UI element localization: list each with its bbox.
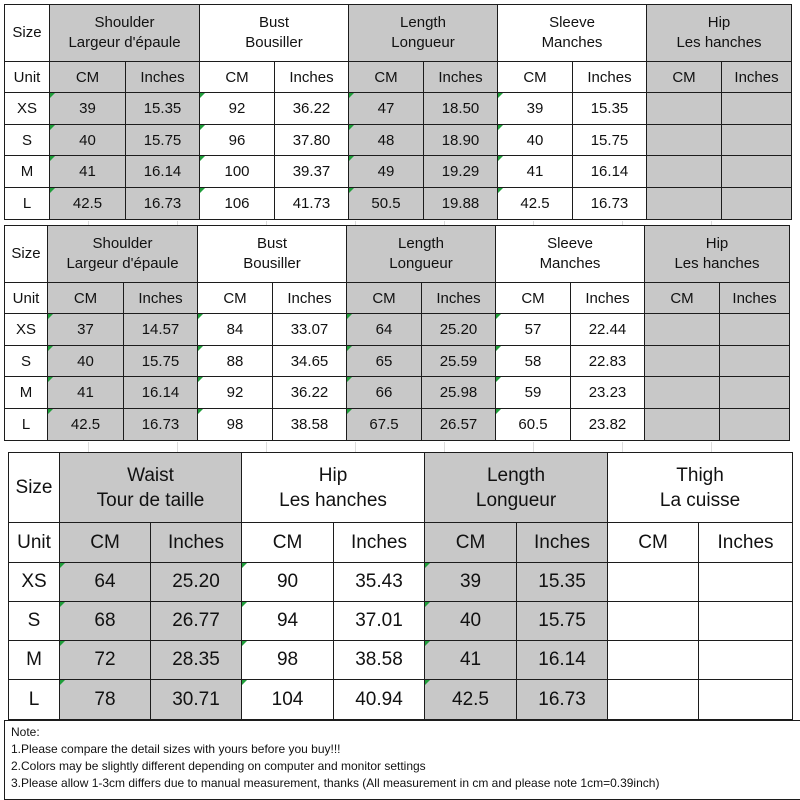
- value-cell: 41.73: [275, 188, 349, 220]
- unit-cell: CM: [50, 62, 126, 93]
- size-label: L: [5, 188, 50, 220]
- size-header: Size: [5, 5, 50, 62]
- value-cell: 42.5: [498, 188, 573, 220]
- value-cell: 40: [50, 125, 126, 156]
- table-row: [5, 409, 790, 441]
- value-cell: 58: [496, 346, 571, 377]
- column-group-header: Hip Les hanches: [647, 5, 792, 62]
- unit-cell: Inches: [722, 62, 792, 93]
- value-cell: 36.22: [275, 93, 349, 125]
- value-cell: [645, 377, 720, 409]
- size-table-3: [8, 452, 793, 720]
- value-cell: 94: [242, 602, 334, 641]
- size-label: S: [5, 346, 48, 377]
- value-cell: 19.29: [424, 156, 498, 188]
- value-cell: [720, 346, 790, 377]
- size-label: M: [5, 156, 50, 188]
- size-label: XS: [5, 314, 48, 346]
- value-cell: 16.14: [573, 156, 647, 188]
- value-cell: 41: [50, 156, 126, 188]
- unit-cell: CM: [242, 523, 334, 563]
- unit-cell: Inches: [571, 283, 645, 314]
- column-group-header: Hip Les hanches: [645, 226, 790, 283]
- column-group-header: Waist Tour de taille: [60, 453, 242, 523]
- value-cell: 37.01: [334, 602, 425, 641]
- unit-cell: Inches: [422, 283, 496, 314]
- value-cell: [720, 409, 790, 441]
- value-cell: 23.23: [571, 377, 645, 409]
- unit-cell: Inches: [517, 523, 608, 563]
- column-group-header: Shoulder Largeur d'épaule: [50, 5, 200, 62]
- value-cell: 42.5: [48, 409, 124, 441]
- table-row: [9, 602, 793, 641]
- value-cell: 100: [200, 156, 275, 188]
- value-cell: 96: [200, 125, 275, 156]
- size-label: S: [9, 602, 60, 641]
- value-cell: 26.57: [422, 409, 496, 441]
- value-cell: 16.14: [517, 641, 608, 680]
- table-row: [5, 377, 790, 409]
- size-label: M: [9, 641, 60, 680]
- table-row: [9, 641, 793, 680]
- value-cell: [647, 188, 722, 220]
- value-cell: [699, 641, 793, 680]
- unit-cell: CM: [425, 523, 517, 563]
- value-cell: [699, 563, 793, 602]
- value-cell: 25.20: [422, 314, 496, 346]
- value-cell: 14.57: [124, 314, 198, 346]
- value-cell: 65: [347, 346, 422, 377]
- value-cell: 16.14: [126, 156, 200, 188]
- unit-cell: Inches: [699, 523, 793, 563]
- value-cell: 40: [48, 346, 124, 377]
- table-row: [9, 680, 793, 720]
- value-cell: 92: [200, 93, 275, 125]
- unit-cell: CM: [608, 523, 699, 563]
- table-row: [5, 314, 790, 346]
- value-cell: 18.90: [424, 125, 498, 156]
- column-group-header: Sleeve Manches: [496, 226, 645, 283]
- value-cell: [647, 156, 722, 188]
- column-group-header: Length Longueur: [425, 453, 608, 523]
- column-group-header: Length Longueur: [349, 5, 498, 62]
- column-group-header: Sleeve Manches: [498, 5, 647, 62]
- value-cell: 25.98: [422, 377, 496, 409]
- column-group-header: Length Longueur: [347, 226, 496, 283]
- size-header: Size: [5, 226, 48, 283]
- value-cell: 15.75: [126, 125, 200, 156]
- value-cell: 98: [242, 641, 334, 680]
- unit-row: [5, 62, 792, 93]
- table-row: [5, 125, 792, 156]
- value-cell: 47: [349, 93, 424, 125]
- value-cell: 15.35: [517, 563, 608, 602]
- value-cell: 40: [498, 125, 573, 156]
- value-cell: 49: [349, 156, 424, 188]
- value-cell: 37: [48, 314, 124, 346]
- unit-cell: Inches: [573, 62, 647, 93]
- value-cell: 84: [198, 314, 273, 346]
- value-cell: 90: [242, 563, 334, 602]
- unit-cell: Inches: [126, 62, 200, 93]
- value-cell: 39.37: [275, 156, 349, 188]
- value-cell: [722, 156, 792, 188]
- size-header: Size: [9, 453, 60, 523]
- notes-box: [4, 720, 800, 800]
- unit-cell: Inches: [275, 62, 349, 93]
- value-cell: 16.73: [126, 188, 200, 220]
- value-cell: 39: [498, 93, 573, 125]
- unit-cell: Inches: [151, 523, 242, 563]
- value-cell: 37.80: [275, 125, 349, 156]
- unit-cell: Inches: [720, 283, 790, 314]
- value-cell: [720, 314, 790, 346]
- value-cell: 92: [198, 377, 273, 409]
- table-row: [9, 563, 793, 602]
- unit-cell: Unit: [9, 523, 60, 563]
- value-cell: [647, 125, 722, 156]
- unit-cell: CM: [349, 62, 424, 93]
- value-cell: 18.50: [424, 93, 498, 125]
- value-cell: 15.75: [517, 602, 608, 641]
- unit-cell: Inches: [424, 62, 498, 93]
- value-cell: [608, 641, 699, 680]
- value-cell: 35.43: [334, 563, 425, 602]
- size-label: M: [5, 377, 48, 409]
- column-group-header: Bust Bousiller: [200, 5, 349, 62]
- value-cell: [722, 93, 792, 125]
- unit-cell: CM: [347, 283, 422, 314]
- value-cell: [722, 125, 792, 156]
- value-cell: 38.58: [273, 409, 347, 441]
- value-cell: 88: [198, 346, 273, 377]
- value-cell: 72: [60, 641, 151, 680]
- column-group-header: Hip Les hanches: [242, 453, 425, 523]
- unit-cell: CM: [496, 283, 571, 314]
- value-cell: 30.71: [151, 680, 242, 720]
- value-cell: 34.65: [273, 346, 347, 377]
- value-cell: 41: [498, 156, 573, 188]
- unit-cell: CM: [498, 62, 573, 93]
- value-cell: [645, 409, 720, 441]
- value-cell: 40: [425, 602, 517, 641]
- value-cell: 41: [425, 641, 517, 680]
- value-cell: 40.94: [334, 680, 425, 720]
- value-cell: 48: [349, 125, 424, 156]
- note-line: 3.Please allow 1-3cm differs due to manual measurement, thanks (All measurement in cm and please note 1cm=0.39inch): [11, 776, 660, 790]
- size-table-2: [4, 225, 790, 441]
- value-cell: 36.22: [273, 377, 347, 409]
- value-cell: 64: [347, 314, 422, 346]
- value-cell: 67.5: [347, 409, 422, 441]
- value-cell: 66: [347, 377, 422, 409]
- note-line: 1.Please compare the detail sizes with yours before you buy!!!: [11, 742, 341, 756]
- value-cell: 39: [50, 93, 126, 125]
- value-cell: 28.35: [151, 641, 242, 680]
- note-line: 2.Colors may be slightly different depending on computer and monitor settings: [11, 759, 426, 773]
- value-cell: 104: [242, 680, 334, 720]
- note-title: Note:: [11, 725, 40, 739]
- value-cell: 57: [496, 314, 571, 346]
- value-cell: [699, 602, 793, 641]
- value-cell: 15.75: [124, 346, 198, 377]
- value-cell: 33.07: [273, 314, 347, 346]
- value-cell: 26.77: [151, 602, 242, 641]
- value-cell: 16.14: [124, 377, 198, 409]
- unit-cell: Inches: [124, 283, 198, 314]
- value-cell: 15.35: [573, 93, 647, 125]
- size-table-1: [4, 4, 792, 220]
- value-cell: [720, 377, 790, 409]
- unit-cell: CM: [647, 62, 722, 93]
- value-cell: 25.59: [422, 346, 496, 377]
- size-label: L: [5, 409, 48, 441]
- unit-cell: CM: [198, 283, 273, 314]
- unit-cell: CM: [200, 62, 275, 93]
- unit-cell: Unit: [5, 283, 48, 314]
- value-cell: 16.73: [517, 680, 608, 720]
- value-cell: 78: [60, 680, 151, 720]
- unit-cell: CM: [645, 283, 720, 314]
- value-cell: [645, 314, 720, 346]
- table-row: [5, 188, 792, 220]
- unit-cell: Inches: [334, 523, 425, 563]
- value-cell: 68: [60, 602, 151, 641]
- value-cell: 50.5: [349, 188, 424, 220]
- value-cell: [608, 602, 699, 641]
- column-group-header: Thigh La cuisse: [608, 453, 793, 523]
- table-row: [5, 156, 792, 188]
- grid-gap: [0, 442, 800, 452]
- value-cell: 39: [425, 563, 517, 602]
- value-cell: [608, 563, 699, 602]
- value-cell: 15.75: [573, 125, 647, 156]
- table-row: [5, 93, 792, 125]
- value-cell: 98: [198, 409, 273, 441]
- value-cell: 16.73: [573, 188, 647, 220]
- unit-cell: Inches: [273, 283, 347, 314]
- value-cell: 106: [200, 188, 275, 220]
- value-cell: [608, 680, 699, 720]
- value-cell: [645, 346, 720, 377]
- column-group-header: Bust Bousiller: [198, 226, 347, 283]
- value-cell: 15.35: [126, 93, 200, 125]
- table-row: [5, 346, 790, 377]
- value-cell: [722, 188, 792, 220]
- value-cell: 19.88: [424, 188, 498, 220]
- unit-row: [5, 283, 790, 314]
- value-cell: [699, 680, 793, 720]
- value-cell: 22.83: [571, 346, 645, 377]
- size-label: XS: [9, 563, 60, 602]
- value-cell: 41: [48, 377, 124, 409]
- value-cell: 59: [496, 377, 571, 409]
- unit-cell: CM: [60, 523, 151, 563]
- value-cell: 16.73: [124, 409, 198, 441]
- size-label: XS: [5, 93, 50, 125]
- value-cell: 25.20: [151, 563, 242, 602]
- size-label: S: [5, 125, 50, 156]
- value-cell: 42.5: [425, 680, 517, 720]
- value-cell: 23.82: [571, 409, 645, 441]
- unit-cell: CM: [48, 283, 124, 314]
- column-group-header: Shoulder Largeur d'épaule: [48, 226, 198, 283]
- value-cell: 42.5: [50, 188, 126, 220]
- value-cell: 22.44: [571, 314, 645, 346]
- value-cell: [647, 93, 722, 125]
- value-cell: 38.58: [334, 641, 425, 680]
- unit-cell: Unit: [5, 62, 50, 93]
- size-label: L: [9, 680, 60, 720]
- value-cell: 64: [60, 563, 151, 602]
- unit-row: [9, 523, 793, 563]
- value-cell: 60.5: [496, 409, 571, 441]
